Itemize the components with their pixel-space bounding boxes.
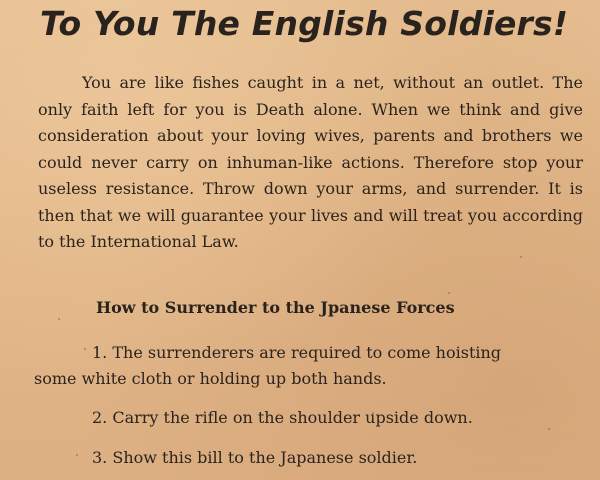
print-speck xyxy=(520,256,522,258)
print-speck xyxy=(372,412,374,414)
print-speck xyxy=(330,212,332,214)
instruction-item-3: 3. Show this bill to the Japanese soldier. xyxy=(92,448,418,467)
surrender-subheading: How to Surrender to the Jpanese Forces xyxy=(96,298,455,317)
instruction-item-1 xyxy=(34,340,562,392)
instruction-1-line-1: 1. The surrenderers are required to come hoisting xyxy=(92,343,502,362)
instruction-1-line-2: some white cloth or holding up both hands. xyxy=(34,369,387,388)
print-speck xyxy=(548,428,550,430)
leaflet-body-paragraph: You are like fishes caught in a net, without an outlet. The only faith left for you is Death alone. When we think and give consideration about your loving wives, parents and brothers we could never carry on inhuman-like actions. Therefore stop your useless resistance. Throw down your arms, and surrender. It is then that we will guarantee your lives and will treat you according to the International Law. xyxy=(38,73,583,251)
leaflet-headline: To You The English Soldiers! xyxy=(40,4,569,43)
instruction-item-2: 2. Carry the rifle on the shoulder upside down. xyxy=(92,408,473,427)
print-speck xyxy=(448,292,450,294)
print-speck xyxy=(76,454,78,456)
print-speck xyxy=(58,318,60,320)
print-speck xyxy=(84,348,86,350)
